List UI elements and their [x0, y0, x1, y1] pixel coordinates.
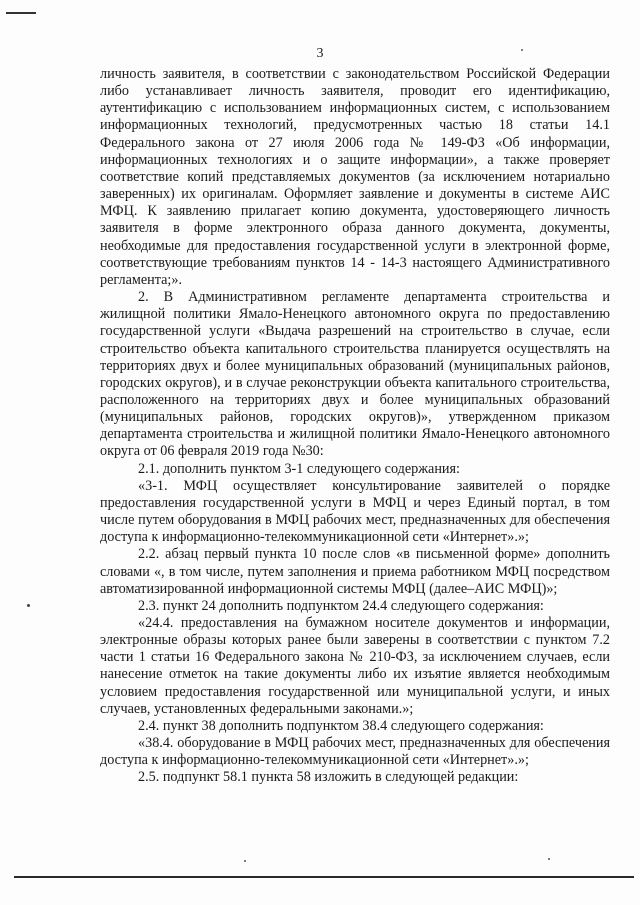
- paragraph-item-2-3: 2.3. пункт 24 дополнить подпунктом 24.4 следующего содержания:: [138, 597, 544, 614]
- page-number: 3: [316, 46, 324, 61]
- paragraph-item-2-4: 2.4. пункт 38 дополнить подпунктом 38.4 следующего содержания:: [138, 717, 544, 734]
- paragraph-quote-38-4: «38.4. оборудование в МФЦ рабочих мест, предназначенных для обеспечения доступа к информационно-телекоммуникационной сети «Интернет».»;: [100, 735, 610, 769]
- scan-speck: [548, 858, 550, 860]
- scan-bottom-edge: [14, 876, 634, 878]
- scan-speck: [521, 49, 523, 51]
- paragraph-quote-24-4: «24.4. предоставления на бумажном носителе документов и информации, электронные образы которых ранее были заверены в соответствии с пунктом 7.2 части 1 статьи 16 Федерального закона № 210-ФЗ, за исключением случаев, если нанесение отметок на такие документы либо их изъятие является необходимым условием предоставления государственной или муниципальной услуги, и иных случаев, установленных федеральными законами.»;: [100, 615, 610, 717]
- paragraph-quote-3-1: «3-1. МФЦ осуществляет консультирование заявителей о порядке предоставления государственной услуги в МФЦ и через Единый портал, в том числе путем оборудования в МФЦ рабочих мест, предназначенных для обеспечения доступа к информационно-телекоммуникационной сети «Интернет».»;: [100, 477, 610, 546]
- paragraph-continuation: личность заявителя, в соответствии с законодательством Российской Федерации либо устанавливает личность заявителя, проводит его идентификацию, аутентификацию с использованием информационных систем, с использованием информационных технологий, предусмотренных частью 18 статьи 14.1 Федерального закона от 27 июля 2006 года № 149-ФЗ «Об информации, информационных технологиях и о защите информации», а также проверяет соответствие копий представляемых документов (за исключением нотариально заверенных) их оригиналам. Оформляет заявление и документы в системе АИС МФЦ. К заявлению прилагает копию документа, удостоверяющего личность заявителя в форме электронного образа данного документа, документы, необходимые для предоставления государственной услуги в электронной форме, соответствующие требованиям пунктов 14 - 14-3 настоящего Административного регламента;».: [100, 66, 610, 288]
- paragraph-item-2-5: 2.5. подпункт 58.1 пункта 58 изложить в следующей редакции:: [138, 769, 519, 786]
- document-body: [100, 66, 610, 787]
- paragraph-item-2-2: 2.2. абзац первый пункта 10 после слов «в письменной форме» дополнить словами «, в том числе, путем заполнения и приема работником МФЦ посредством автоматизированной информационной системы МФЦ (далее–АИС МФЦ)»;: [100, 546, 610, 597]
- paragraph-item-2-1: 2.1. дополнить пунктом 3-1 следующего содержания:: [138, 460, 460, 477]
- scan-speck: [244, 860, 246, 862]
- scan-corner-mark: [6, 12, 36, 14]
- scan-margin-dot: [27, 604, 30, 607]
- paragraph-item-2: 2. В Административном регламенте департамента строительства и жилищной политики Ямало-Ненецкого автономного округа по предоставлению государственной услуги «Выдача разрешений на строительство в случае, если строительство объекта капитального строительства планируется осуществлять на территориях двух и более муниципальных образований (муниципальных районов, городских округов), и в случае реконструкции объекта капитального строительства, расположенного на территориях двух и более муниципальных образований (муниципальных районов, городских округов)», утвержденном приказом департамента строительства и жилищной политики Ямало-Ненецкого автономного округа от 06 февраля 2019 года №30:: [100, 289, 610, 460]
